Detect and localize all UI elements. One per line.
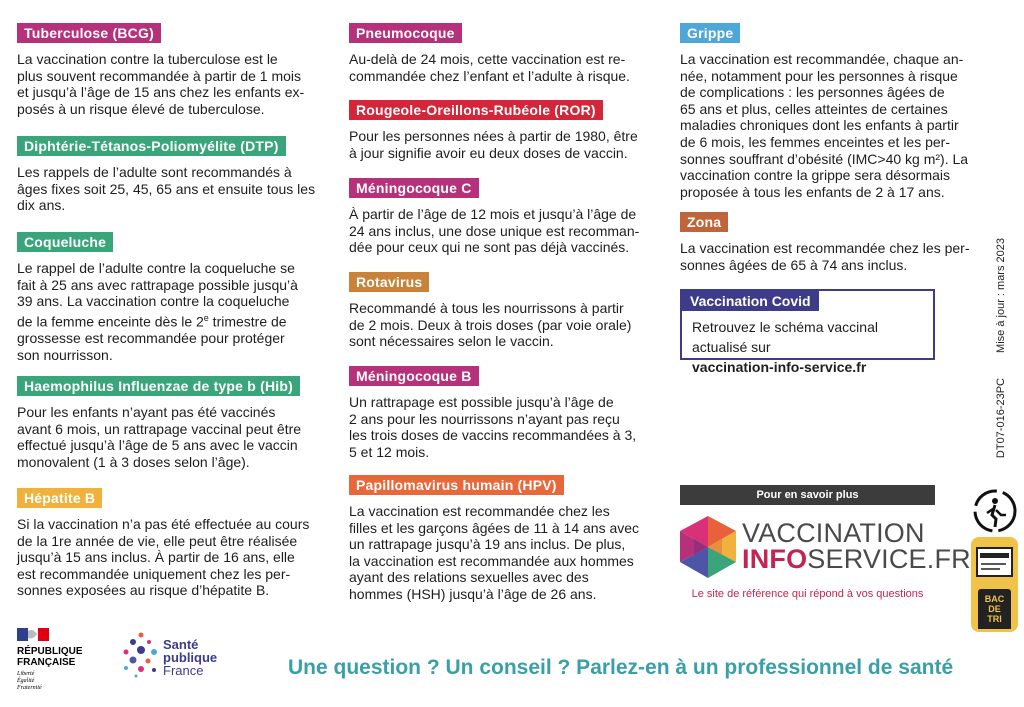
text-line: sonnes âgées de 65 à 74 ans inclus. [680, 256, 908, 273]
text-line: de complications : les personnes âgées de [680, 84, 945, 101]
section-text [17, 260, 323, 363]
spf-dots-icon [121, 632, 161, 678]
section-title: Haemophilus Influenzae de type b (Hib) [17, 376, 300, 396]
section-meningocoque-b [349, 366, 655, 460]
text-line: Un rattrapage est possible jusqu’à l’âge de [349, 394, 614, 410]
section-hepatite-b [17, 488, 323, 599]
vis-hexagon-icon [680, 516, 736, 578]
section-title: Grippe [680, 23, 740, 43]
doc-reference: DT07-016-23PC [995, 378, 1007, 459]
text-line: 65 ans et plus, celles atteintes de certaines [680, 100, 948, 117]
covid-body [682, 311, 933, 385]
text-line: commandée chez l’enfant et l’adulte à risque. [349, 67, 630, 84]
text-line: monovalent (1 à 3 doses selon l’âge). [17, 453, 250, 470]
text-line: plus souvent recommandée à partir de 1 mois [17, 67, 302, 84]
rf-name [17, 646, 83, 668]
section-grippe [680, 23, 980, 200]
text-line: filles et les garçons âgées de 11 à 14 ans avec [349, 519, 640, 536]
vis-title-line2 [742, 546, 971, 572]
text-line: ayant des relations sexuelles avec des [349, 569, 589, 586]
text-fragment: trimestre de [208, 313, 287, 330]
section-title: Zona [680, 212, 728, 232]
rf-motto-line: Liberté [17, 671, 35, 677]
marianne-flag-icon [17, 628, 49, 641]
text-line: À partir de l’âge de 12 mois et jusqu’à l’âge de [349, 206, 637, 222]
section-title: Hépatite B [17, 488, 102, 508]
sante-publique-france-logo [121, 632, 218, 683]
text-line [17, 310, 323, 330]
text-line: effectué jusqu’à l’âge de 5 ans avec le vaccin [17, 437, 298, 454]
text-line: 2 ans pour les nourrissons n’ayant pas reçu [349, 410, 620, 427]
text-line: avant 6 mois, un rattrapage vaccinal peut être [17, 420, 302, 437]
spf-name [163, 638, 217, 677]
text-line: Pour les personnes nées à partir de 1980, être [349, 128, 638, 144]
section-text [17, 404, 323, 470]
text-line: jusqu’à 15 ans inclus. À partir de 16 ans, elle [17, 549, 295, 566]
section-coqueluche [17, 232, 323, 363]
text-line: la vaccination est recommandée aux hommes [349, 552, 634, 569]
republique-francaise-logo [17, 628, 83, 692]
text-line: est recommandée uniquement chez les per- [17, 565, 291, 582]
rf-line: RÉPUBLIQUE [17, 646, 83, 657]
section-text [349, 394, 655, 460]
spf-line: publique [163, 650, 218, 665]
text-line: La vaccination est recommandée chez les [349, 503, 610, 519]
section-title: Diphtérie-Tétanos-Poliomyélite (DTP) [17, 136, 286, 156]
section-title: Méningocoque B [349, 366, 479, 386]
bin-label [978, 589, 1011, 624]
envelope-icon [976, 547, 1013, 577]
rf-motto [17, 671, 83, 692]
section-title: Coqueluche [17, 232, 113, 252]
text-line: de la 1re année de vie, elle peut être réalisée [17, 532, 298, 549]
sorting-guide-panel [971, 537, 1018, 632]
text-line: de 6 mois, les femmes enceintes et les per- [680, 133, 951, 150]
section-hpv [349, 475, 655, 603]
section-zona [680, 212, 980, 273]
text-line: grossesse est recommandée pour protéger [17, 330, 285, 347]
text-line: Le rappel de l’adulte contre la coqueluche se [17, 260, 295, 276]
rf-line: FRANÇAISE [17, 657, 76, 668]
text-line: dée pour ceux qui ne sont pas déjà vaccinés. [349, 239, 630, 256]
section-ror [349, 100, 655, 161]
section-text [349, 51, 655, 84]
text-line: Recommandé à tous les nourrissons à partir [349, 300, 624, 316]
vis-title-line1: VACCINATION [742, 518, 925, 548]
rf-motto-line: Égalité [17, 678, 35, 684]
vis-info: INFO [742, 544, 808, 574]
section-text [17, 51, 323, 117]
section-rotavirus [349, 272, 655, 350]
text-line: née, notamment pour les personnes à risque [680, 67, 958, 84]
text-line: La vaccination contre la tuberculose est le [17, 51, 278, 67]
footer-tagline: Une question ? Un conseil ? Parlez-en à un professionnel de santé [288, 656, 954, 679]
section-hib [17, 376, 323, 470]
spf-line: Santé [163, 637, 199, 652]
section-meningocoque-c [349, 178, 655, 256]
text-line: sont nécessaires selon le vaccin. [349, 333, 554, 350]
section-text [17, 516, 323, 599]
text-line: à jour signifie avoir eu deux doses de vaccin. [349, 144, 628, 161]
text-line: et jusqu’à l’âge de 15 ans chez les enfants ex- [17, 84, 305, 101]
section-dtp [17, 136, 323, 214]
text-line: proposée à tous les enfants de 2 à 17 ans. [680, 183, 945, 200]
section-text [680, 240, 980, 273]
section-text [349, 300, 655, 350]
text-line: La vaccination est recommandée chez les per- [680, 240, 970, 256]
section-text [349, 503, 655, 603]
text-line: 5 et 12 mois. [349, 443, 430, 460]
text-line: La vaccination est recommandée, chaque an- [680, 51, 964, 67]
update-date: Mise à jour : mars 2023 [995, 238, 1007, 353]
section-text [349, 128, 655, 161]
section-text [349, 206, 655, 256]
section-tuberculose [17, 23, 323, 117]
covid-link[interactable]: vaccination-info-service.fr [692, 359, 867, 375]
section-title: Rotavirus [349, 272, 429, 292]
covid-title: Vaccination Covid [682, 291, 819, 311]
text-line: Si la vaccination n’a pas été effectuée au cours [17, 516, 310, 532]
text-line: 24 ans inclus, une dose unique est recomman- [349, 222, 640, 239]
text-line: Au-delà de 24 mois, cette vaccination est re- [349, 51, 626, 67]
text-line: posés à un risque élevé de tuberculose. [17, 100, 265, 117]
text-line: sonnes exposées au risque d’hépatite B. [17, 582, 270, 599]
text-line: Les rappels de l’adulte sont recommandés à [17, 164, 292, 180]
text-line: 39 ans. La vaccination contre la coqueluche [17, 293, 290, 310]
rf-motto-line: Fraternité [17, 685, 42, 691]
section-title: Papillomavirus humain (HPV) [349, 475, 564, 495]
bin-label-line: TRI [987, 614, 1002, 624]
text-line: vaccination contre la grippe sera désormais [680, 167, 951, 184]
covid-box [680, 289, 935, 375]
text-line: les trois doses de vaccins recommandées à 3, [349, 427, 637, 444]
text-line: fait à 25 ans avec rattrapage possible jusqu’à [17, 276, 298, 293]
section-title: Rougeole-Oreillons-Rubéole (ROR) [349, 100, 603, 120]
section-title: Pneumocoque [349, 23, 462, 43]
section-text [680, 51, 980, 200]
bin-icon [978, 589, 1011, 629]
section-pneumocoque [349, 23, 655, 84]
ordinal-suffix: e [203, 312, 209, 323]
bin-label-line: BAC [984, 594, 1005, 604]
section-title: Méningocoque C [349, 178, 479, 198]
text-line: son nourrisson. [17, 346, 113, 363]
section-text [17, 164, 323, 214]
vis-service: SERVICE.FR [807, 544, 971, 574]
text-line: âges fixes soit 25, 45, 65 ans et ensuite tous les [17, 180, 316, 197]
text-line: dix ans. [17, 197, 66, 214]
text-fragment: de la femme enceinte dès le 2 [17, 313, 204, 330]
vis-tagline: Le site de référence qui répond à vos questions [691, 588, 924, 600]
text-line: un rattrapage jusqu’à 19 ans inclus. De plus, [349, 536, 626, 553]
text-line: Pour les enfants n’ayant pas été vaccinés [17, 404, 276, 420]
text-line: hommes (HSH) jusqu’à l’âge de 26 ans. [349, 585, 597, 602]
learn-more-banner: Pour en savoir plus [680, 485, 935, 505]
covid-text: Retrouvez le schéma vaccinal actualisé sur [692, 319, 878, 355]
text-line: maladies chroniques dont les enfants à partir [680, 117, 959, 134]
triman-recycle-icon [973, 489, 1017, 533]
section-title: Tuberculose (BCG) [17, 23, 161, 43]
bin-label-line: DE [988, 604, 1001, 614]
spf-line: France [163, 663, 204, 678]
text-line: de 2 mois. Deux à trois doses (par voie orale) [349, 316, 632, 333]
text-line: sonnes souffrant d’obésité (IMC>40 kg m²). La [680, 150, 969, 167]
